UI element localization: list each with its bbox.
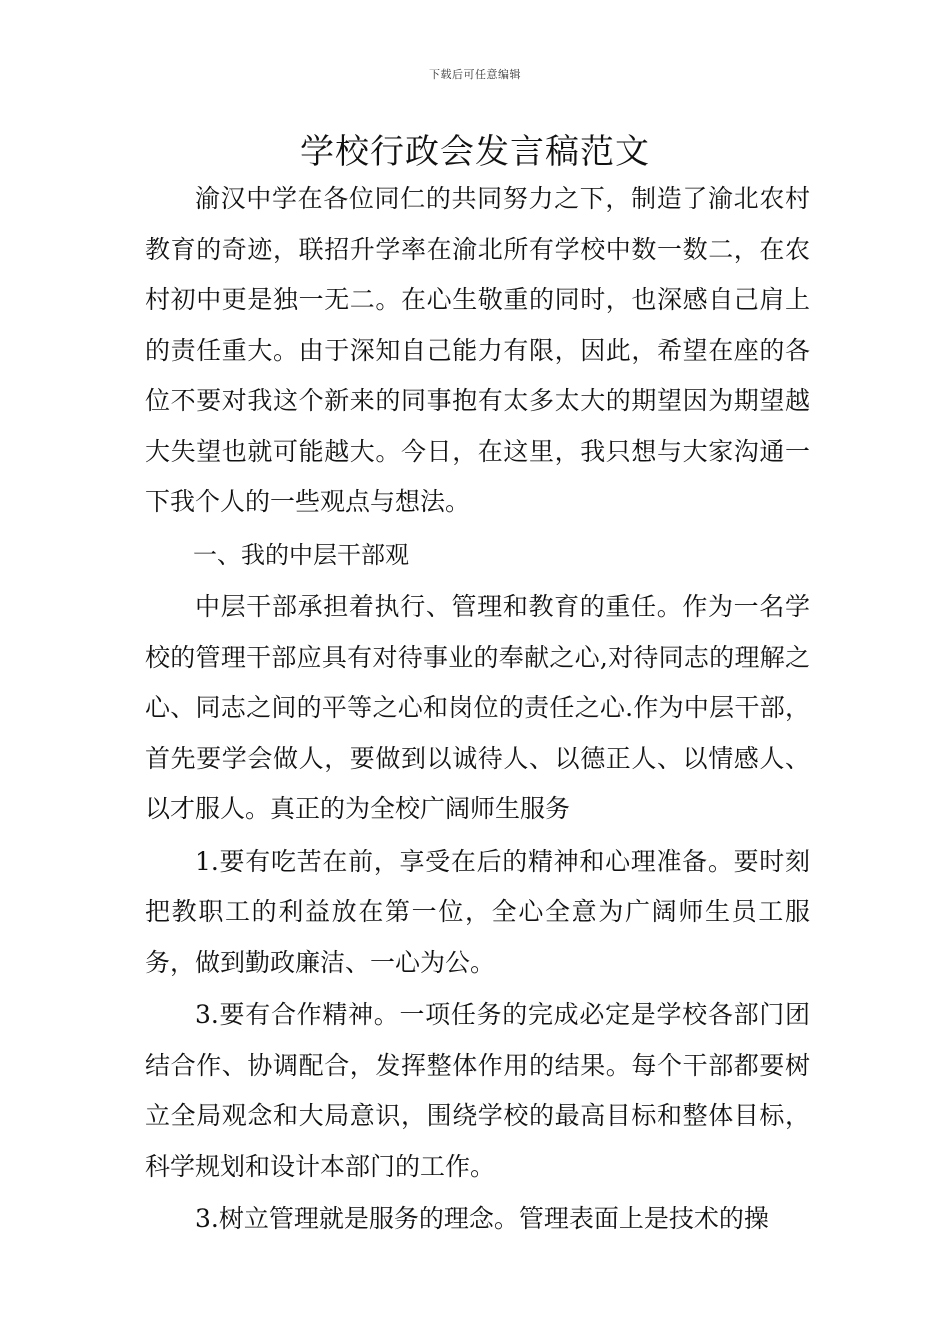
header-note: 下载后可任意编辑 — [429, 68, 521, 81]
paragraph-item-1: 1.要有吃苦在前，享受在后的精神和心理准备。要时刻把教职工的利益放在第一位，全心全意为广阔师生员工服务，做到勤政廉洁、一心为公。 — [145, 846, 810, 977]
document-body — [145, 174, 810, 1245]
section-heading: 一、我的中层干部观 — [193, 540, 409, 569]
paragraph-intro: 渝汉中学在各位同仁的共同努力之下，制造了渝北农村教育的奇迹，联招升学率在渝北所有学校中数一数二，在农村初中更是独一无二。在心生敬重的同时，也深感自己肩上的责任重大。由于深知自己能力有限，因此，希望在座的各位不要对我这个新来的同事抱有太多太大的期望因为期望越大失望也就可能越大。今日，在这里，我只想与大家沟通一下我个人的一些观点与想法。 — [145, 184, 810, 516]
paragraph-item-3-service: 3.树立管理就是服务的理念。管理表面上是技术的操 — [195, 1204, 769, 1233]
paragraph-cadre-duties: 中层干部承担着执行、管理和教育的重任。作为一名学校的管理干部应具有对待事业的奉献之心,对待同志的理解之心、同志之间的平等之心和岗位的责任之心.作为中层干部，首先要学会做人，要做到以诚待人、以德正人、以情感人、以才服人。真正的为全校广阔师生服务 — [145, 592, 810, 823]
page-title: 学校行政会发言稿范文 — [300, 132, 650, 172]
paragraph-item-3-cooperation: 3.要有合作精神。一项任务的完成必定是学校各部门团结合作、协调配合，发挥整体作用的结果。每个干部都要树立全局观念和大局意识，围绕学校的最高目标和整体目标，科学规划和设计本部门的工作。 — [145, 1000, 810, 1181]
